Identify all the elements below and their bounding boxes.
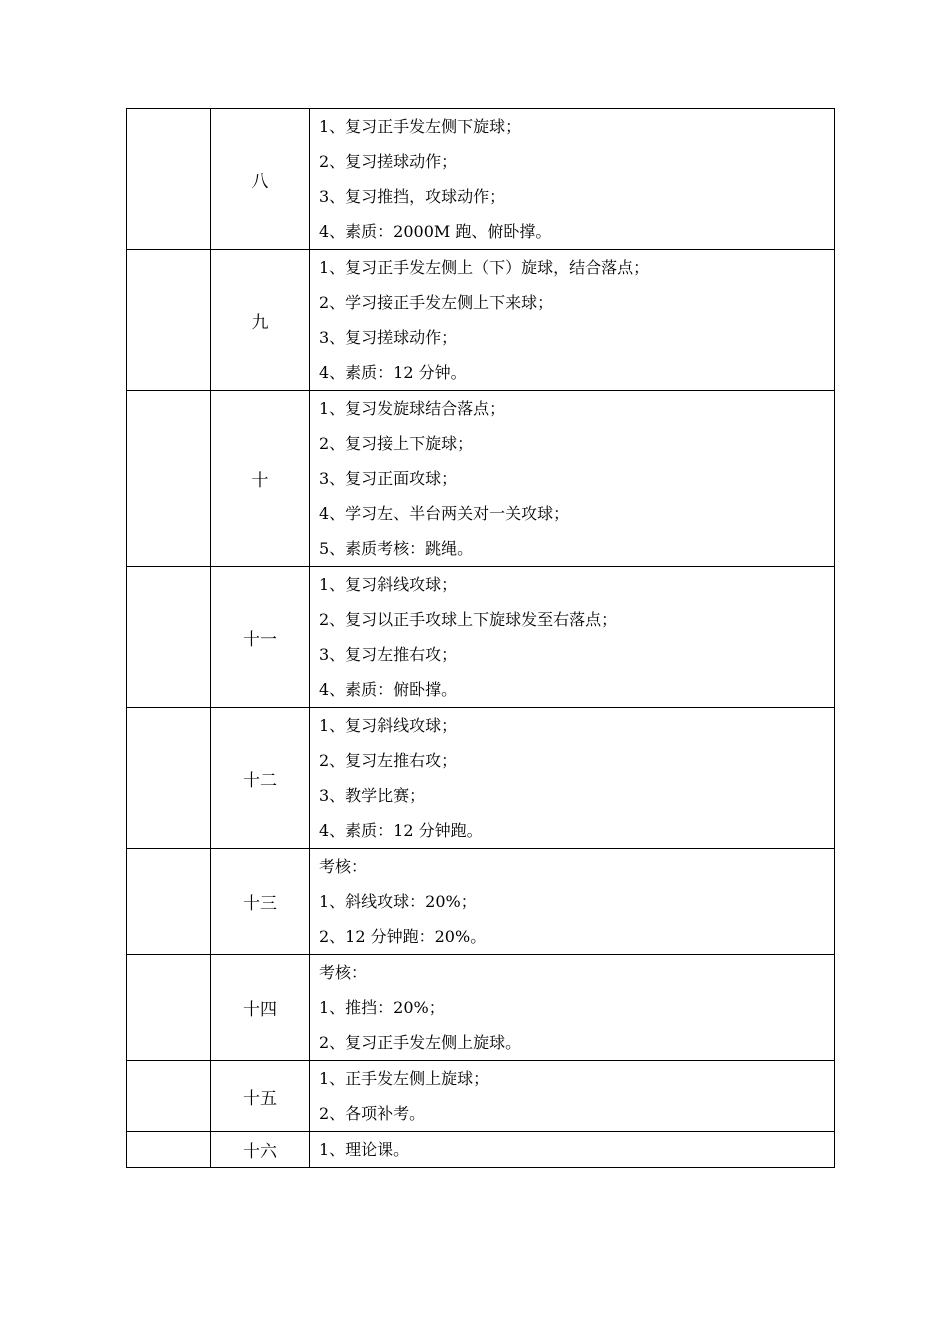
- week-cell: 十一: [211, 567, 310, 708]
- table-row: [127, 1132, 835, 1168]
- content-cell: [310, 849, 835, 955]
- content-cell: [310, 391, 835, 567]
- week-cell: 十四: [211, 955, 310, 1061]
- schedule-table: [126, 108, 835, 1168]
- content-line: 1、复习斜线攻球；: [319, 575, 458, 594]
- blank-cell: [127, 391, 211, 567]
- content-line: 3、教学比赛；: [319, 786, 426, 805]
- table-row: [127, 1061, 835, 1132]
- table-row: [127, 708, 835, 849]
- week-cell: 十三: [211, 849, 310, 955]
- table-row: [127, 250, 835, 391]
- week-cell: 十五: [211, 1061, 310, 1132]
- content-cell: [310, 1061, 835, 1132]
- content-cell: [310, 1132, 835, 1168]
- content-line: 3、复习正面攻球；: [319, 469, 458, 488]
- content-line: 1、正手发左侧上旋球；: [319, 1069, 490, 1088]
- content-line: 2、各项补考。: [319, 1104, 426, 1123]
- content-line: 1、理论课。: [319, 1140, 410, 1159]
- content-line: 5、素质考核：跳绳。: [319, 539, 474, 558]
- week-cell: 九: [211, 250, 310, 391]
- content-line: 3、复习搓球动作；: [319, 328, 458, 347]
- content-line: 考核：: [319, 857, 368, 876]
- week-cell: 十六: [211, 1132, 310, 1168]
- content-line: 2、复习接上下旋球；: [319, 434, 474, 453]
- week-cell: 十: [211, 391, 310, 567]
- content-line: 1、复习发旋球结合落点；: [319, 399, 506, 418]
- blank-cell: [127, 109, 211, 250]
- content-line: 1、复习斜线攻球；: [319, 716, 458, 735]
- week-cell: 十二: [211, 708, 310, 849]
- content-cell: [310, 955, 835, 1061]
- content-line: 4、素质：12 分钟。: [319, 363, 467, 382]
- content-cell: [310, 567, 835, 708]
- week-cell: 八: [211, 109, 310, 250]
- blank-cell: [127, 567, 211, 708]
- blank-cell: [127, 1132, 211, 1168]
- content-line: 2、复习搓球动作；: [319, 152, 458, 171]
- blank-cell: [127, 955, 211, 1061]
- content-cell: [310, 109, 835, 250]
- content-line: 4、学习左、半台两关对一关攻球；: [319, 504, 570, 523]
- table-row: [127, 391, 835, 567]
- content-line: 1、推挡：20%；: [319, 998, 445, 1017]
- content-line: 2、学习接正手发左侧上下来球；: [319, 293, 554, 312]
- blank-cell: [127, 849, 211, 955]
- content-line: 考核：: [319, 963, 368, 982]
- content-line: 3、复习推挡，攻球动作；: [319, 187, 506, 206]
- content-line: 2、复习左推右攻；: [319, 751, 458, 770]
- content-line: 2、复习以正手攻球上下旋球发至右落点；: [319, 610, 618, 629]
- content-cell: [310, 708, 835, 849]
- content-line: 2、12 分钟跑：20%。: [319, 927, 487, 946]
- content-cell: [310, 250, 835, 391]
- content-line: 4、素质：12 分钟跑。: [319, 821, 483, 840]
- schedule-body: [127, 109, 835, 1168]
- content-line: 4、素质：2000M 跑、俯卧撑。: [319, 222, 552, 241]
- blank-cell: [127, 1061, 211, 1132]
- content-line: 1、斜线攻球：20%；: [319, 892, 477, 911]
- table-row: [127, 955, 835, 1061]
- blank-cell: [127, 708, 211, 849]
- content-line: 1、复习正手发左侧上（下）旋球，结合落点；: [319, 258, 650, 277]
- content-line: 2、复习正手发左侧上旋球。: [319, 1033, 522, 1052]
- table-row: [127, 849, 835, 955]
- content-line: 1、复习正手发左侧下旋球；: [319, 117, 522, 136]
- table-row: [127, 567, 835, 708]
- table-row: [127, 109, 835, 250]
- content-line: 3、复习左推右攻；: [319, 645, 458, 664]
- content-line: 4、素质：俯卧撑。: [319, 680, 458, 699]
- blank-cell: [127, 250, 211, 391]
